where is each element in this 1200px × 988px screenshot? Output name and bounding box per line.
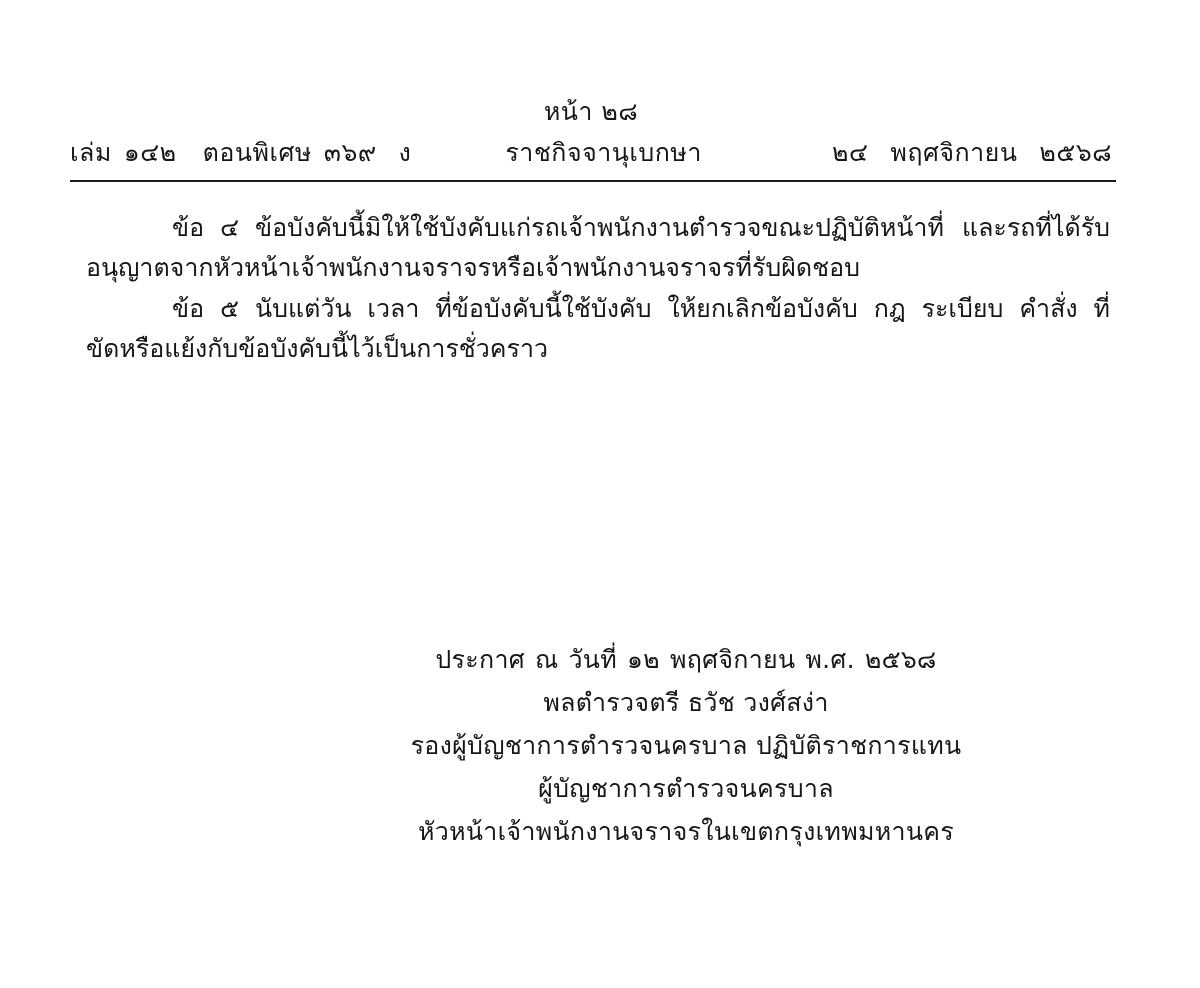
- volume-number: ๑๔๒: [123, 138, 177, 168]
- announcement-prefix: ประกาศ: [435, 645, 525, 674]
- part-number: ๓๖๙: [323, 138, 377, 168]
- header-day: ๒๔: [831, 138, 869, 168]
- clause-5-label: ข้อ: [172, 294, 205, 323]
- header-date: [832, 133, 1112, 173]
- document-body: [86, 208, 1110, 846]
- header-year: ๒๕๖๘: [1039, 138, 1112, 168]
- clause-4-text: ข้อบังคับนี้มิให้ใช้บังคับแก่รถเจ้าพนักงานตำรวจขณะปฏิบัติหน้าที่ และรถที่ได้รับอนุญาตจากหัวหน้าเจ้าพนักงานจราจรหรือเจ้าพนักงานจราจรที่รับผิดชอบ: [86, 213, 1110, 282]
- signer-position-1: รองผู้บัญชาการตำรวจนครบาล ปฏิบัติราชการแทน: [410, 731, 962, 760]
- page-header: [70, 96, 1112, 173]
- announcement-at: ณ: [534, 645, 559, 674]
- signature-block: [86, 638, 1200, 853]
- signer-position-3: หัวหน้าเจ้าพนักงานจราจรในเขตกรุงเทพมหานคร: [417, 817, 955, 846]
- announcement-date-label: วันที่: [568, 645, 617, 674]
- header-month: พฤศจิกายน: [890, 138, 1018, 168]
- page-number: หน้า ๒๘: [543, 97, 639, 126]
- part-label: ตอนพิเศษ: [202, 138, 312, 168]
- clause-4: [86, 208, 1110, 287]
- header-row: [70, 133, 1112, 173]
- clause-4-number: ๔: [220, 213, 240, 242]
- header-volume-info: [70, 133, 411, 173]
- volume-label: เล่ม: [70, 138, 112, 168]
- announcement-month: พฤศจิกายน: [669, 645, 796, 674]
- header-divider: [70, 180, 1116, 182]
- announcement-era: พ.ศ.: [805, 645, 855, 674]
- part-suffix: ง: [398, 138, 412, 168]
- signer-name: พลตำรวจตรี ธวัช วงศ์สง่า: [543, 688, 829, 717]
- gazette-title: ราชกิจจานุเบกษา: [505, 138, 702, 168]
- announcement-day: ๑๒: [626, 645, 660, 674]
- announcement-year: ๒๕๖๘: [864, 645, 937, 674]
- clause-5: [86, 289, 1110, 368]
- signer-position-2: ผู้บัญชาการตำรวจนครบาล: [538, 774, 834, 803]
- clause-4-label: ข้อ: [172, 213, 205, 242]
- clause-5-number: ๕: [220, 294, 240, 323]
- clause-5-text: นับแต่วัน เวลา ที่ข้อบังคับนี้ใช้บังคับ ให้ยกเลิกข้อบังคับ กฎ ระเบียบ คำสั่ง ที่ขัดหรือแย้งกับข้อบังคับนี้ไว้เป็นการชั่วคราว: [86, 294, 1110, 363]
- announcement-date: [86, 638, 1200, 681]
